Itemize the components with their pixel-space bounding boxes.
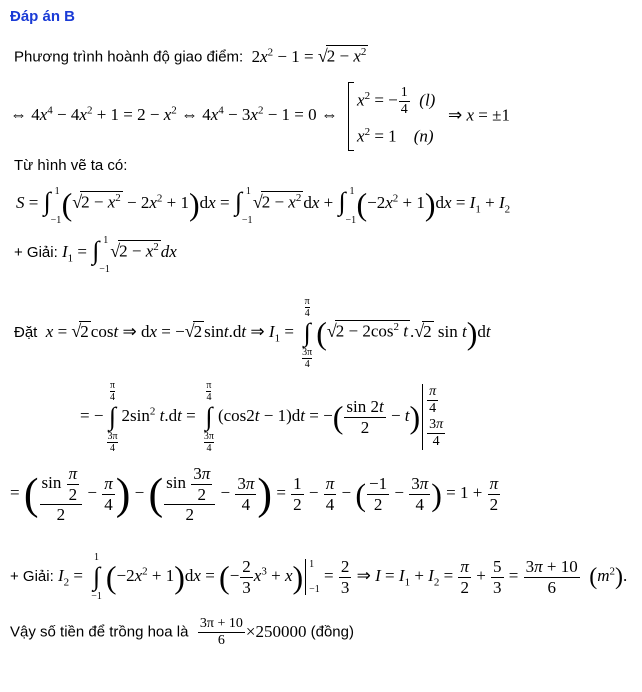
equivalence-line: ⇔ $4x^4 - 4x^2 + 1 = 2 - x^2$ ⇔ $4x^4 - 3x^2 - 1 = 0$ ⇔ $x^2$ = − $\frac{1}{4}$ (l) $x^2 = 1$ (n) ⇒ x = ±1 (10, 82, 510, 151)
area-formula: S = ∫ 1 −1 $(√2 - x^2 - 2x^2 + 1)dx$ = ∫ 1 −1 $√2 - x^2$ dx + ∫ 1 −1 $(-2x^2 + 1)dx = I_1 + I_2$ (16, 186, 511, 226)
mark-l: (l) (419, 90, 436, 110)
solve-i1-line: + Giải: $I_1$ = ∫ 1 −1 $√2 - x^2$ dx (14, 235, 177, 275)
substitution-line: Đặt x = √2 cost ⇒ dx = −√2 sint.dt ⇒ $I_1$ = $\frac{\pi}{4}$ ∫ $\frac{3\pi}{4}$ ($√2 - 2\cos^2$ t .√2 sin t)dt (14, 296, 491, 370)
mark-n: (n) (413, 127, 434, 146)
conclusion-fraction-num: 3π + 10 (198, 616, 245, 633)
conclusion-amount: ×250000 (245, 621, 307, 641)
solve-i1-label: + Giải: (14, 243, 58, 261)
substitution-label: Đặt (14, 323, 38, 341)
conclusion-fraction-den: 6 (217, 633, 225, 649)
answer-heading: Đáp án B (10, 8, 76, 25)
conclusion-prefix: Vậy số tiền để trồng hoa là (10, 623, 189, 641)
conclusion-unit: (đồng) (310, 623, 354, 641)
solve-i2-line: + Giải: $I_2$ = 1 ∫ −1 $(-2x^2 + 1)dx$ = (− $\frac{2}{3}$ $x^3 + x$) 1 −1 = $\frac{2}{3}$ ⇒ $I = I_1 + I_2$ = $\frac{\pi}{2}$ + $\frac{5}{3}$ = $\frac{3\pi + 10}{6}$ $(m^2)$. (10, 552, 628, 602)
conclusion-line (10, 616, 354, 649)
solve-i2-label: + Giải: (10, 567, 54, 585)
integral-step: = − $\frac{\pi}{4}$ ∫ $\frac{3\pi}{4}$ $2\sin^2$ t.dt = $\frac{\pi}{4}$ ∫ $\frac{3\pi}{4}$ (cos2t − 1)dt = −( $\frac{\sin 2t}{2}$ − t) $\frac{\pi}{4}$ $\frac{3\pi}{4}$ (80, 380, 446, 454)
evaluation-step: = ( sin $\frac{\pi}{2}$ 2 − $\frac{\pi}{4}$ ) − ( sin $\frac{3\pi}{2}$ 2 − $\frac{3\pi}{4}$ ) = $\frac{1}{2}$ − $\frac{\pi}{4}$ − ( $\frac{-1}{2}$ − $\frac{3\pi}{4}$ ) = 1 + $\frac{\pi}{2}$ (10, 464, 499, 525)
intersection-intro: Phương trình hoành độ giao điểm: (14, 48, 244, 66)
intersection-line: Phương trình hoành độ giao điểm: $2x^2 - 1 = √2 - x^2$ (14, 45, 367, 66)
root-system: $x^2$ = − $\frac{1}{4}$ (l) $x^2 = 1$ (n) (348, 82, 435, 151)
from-figure-text: Từ hình vẽ ta có: (14, 157, 128, 174)
